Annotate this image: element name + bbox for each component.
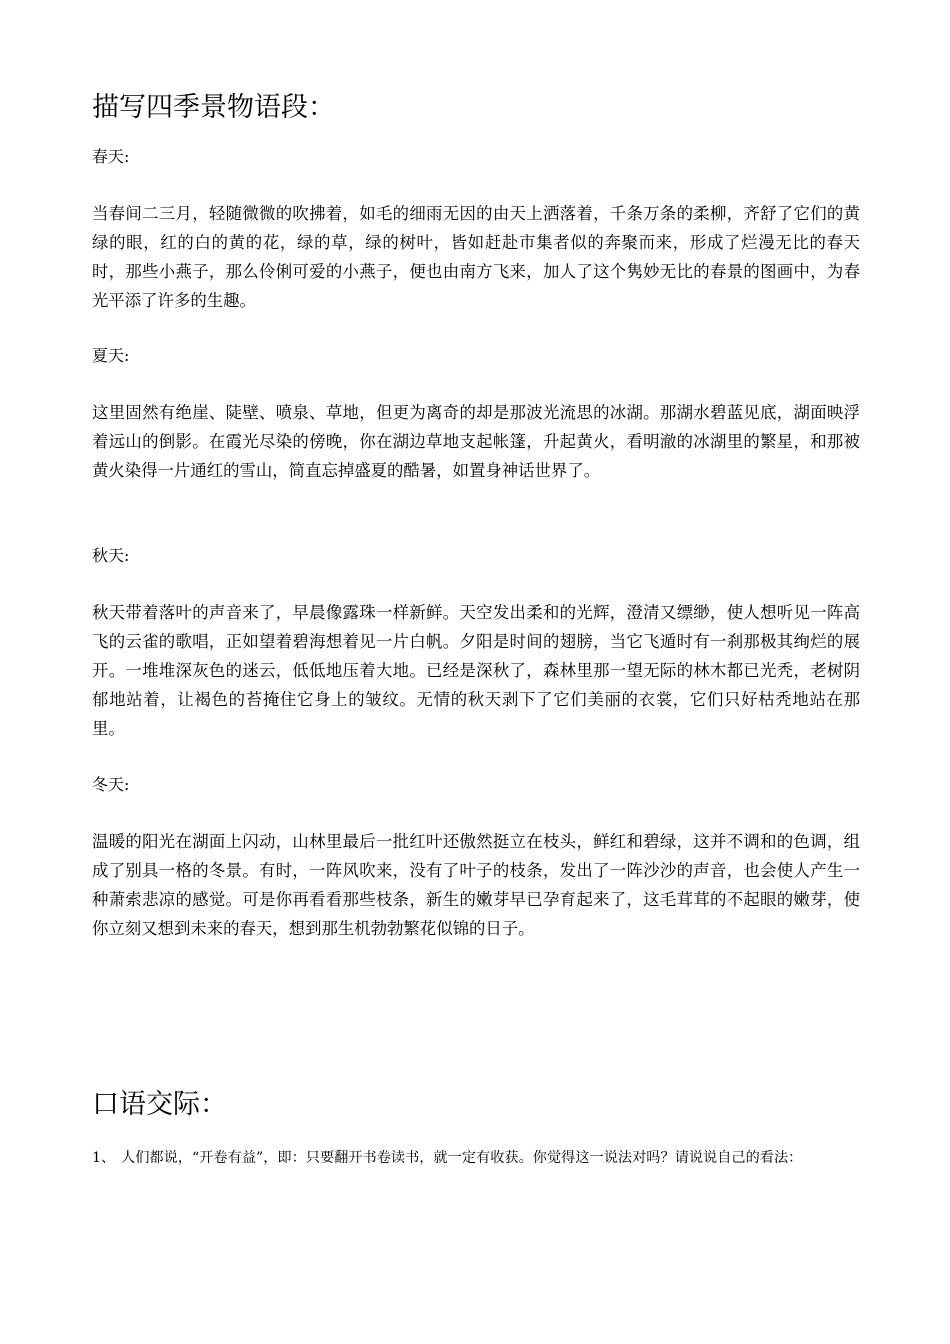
- paragraph-spring: 当春间二三月，轻随微微的吹拂着，如毛的细雨无因的由天上洒落着，千条万条的柔柳，齐舒了它们的黄绿的眼，红的白的黄的花，绿的草，绿的树叶，皆如赶赴市集者似的奔聚而来，形成了烂漫无比的春天时，那些小燕子，那么伶俐可爱的小燕子，便也由南方飞来，加人了这个隽妙无比的春景的图画中，为春光平添了许多的生趣。: [92, 204, 860, 310]
- season-label-spring: 春天:: [92, 147, 130, 166]
- season-label-autumn: 秋天:: [92, 546, 130, 565]
- section-title-seasons: 描写四季景物语段：: [92, 92, 335, 123]
- question-text: 人们都说，“开卷有益”，即：只要翻开书卷读书，就一定有收获。你觉得这一说法对吗？请说说自己的看法：: [121, 1150, 803, 1166]
- season-label-winter: 冬天:: [92, 775, 130, 794]
- paragraph-summer: 这里固然有绝崖、陡壁、喷泉、草地，但更为离奇的却是那波光流思的冰湖。那湖水碧蓝见底，湖面映浮着远山的倒影。在霞光尽染的傍晚，你在湖边草地支起帐篷，升起黄火，看明澈的冰湖里的繁星，和那被黄火染得一片通红的雪山，简直忘掉盛夏的酷暑，如置身神话世界了。: [92, 403, 860, 480]
- section-title-oral-communication: 口语交际：: [92, 1089, 227, 1120]
- paragraph-winter: 温暖的阳光在湖面上闪动，山林里最后一批红叶还傲然挺立在枝头，鲜红和碧绿，这并不调和的色调，组成了别具一格的冬景。有时，一阵风吹来，没有了叶子的枝条，发出了一阵沙沙的声音，也会使人产生一种萧索悲凉的感觉。可是你再看看那些枝条，新生的嫩芽早已孕育起来了，这毛茸茸的不起眼的嫩芽，使你立刻又想到未来的春天，想到那生机勃勃繁花似锦的日子。: [92, 832, 860, 938]
- question-number: 1、: [92, 1150, 116, 1166]
- paragraph-autumn: 秋天带着落叶的声音来了，早晨像露珠一样新鲜。天空发出柔和的光辉，澄清又缥缈，使人想听见一阵高飞的云雀的歌唱，正如望着碧海想着见一片白帆。夕阳是时间的翅膀，当它飞遁时有一刹那极其绚烂的展开。一堆堆深灰色的迷云，低低地压着大地。已经是深秋了，森林里那一望无际的林木都已光秃，老树阴郁地站着，让褐色的苔掩住它身上的皱纹。无情的秋天剥下了它们美丽的衣裳，它们只好枯秃地站在那里。: [92, 603, 860, 738]
- season-label-summer: 夏天:: [92, 346, 130, 365]
- question-item: [92, 1141, 860, 1175]
